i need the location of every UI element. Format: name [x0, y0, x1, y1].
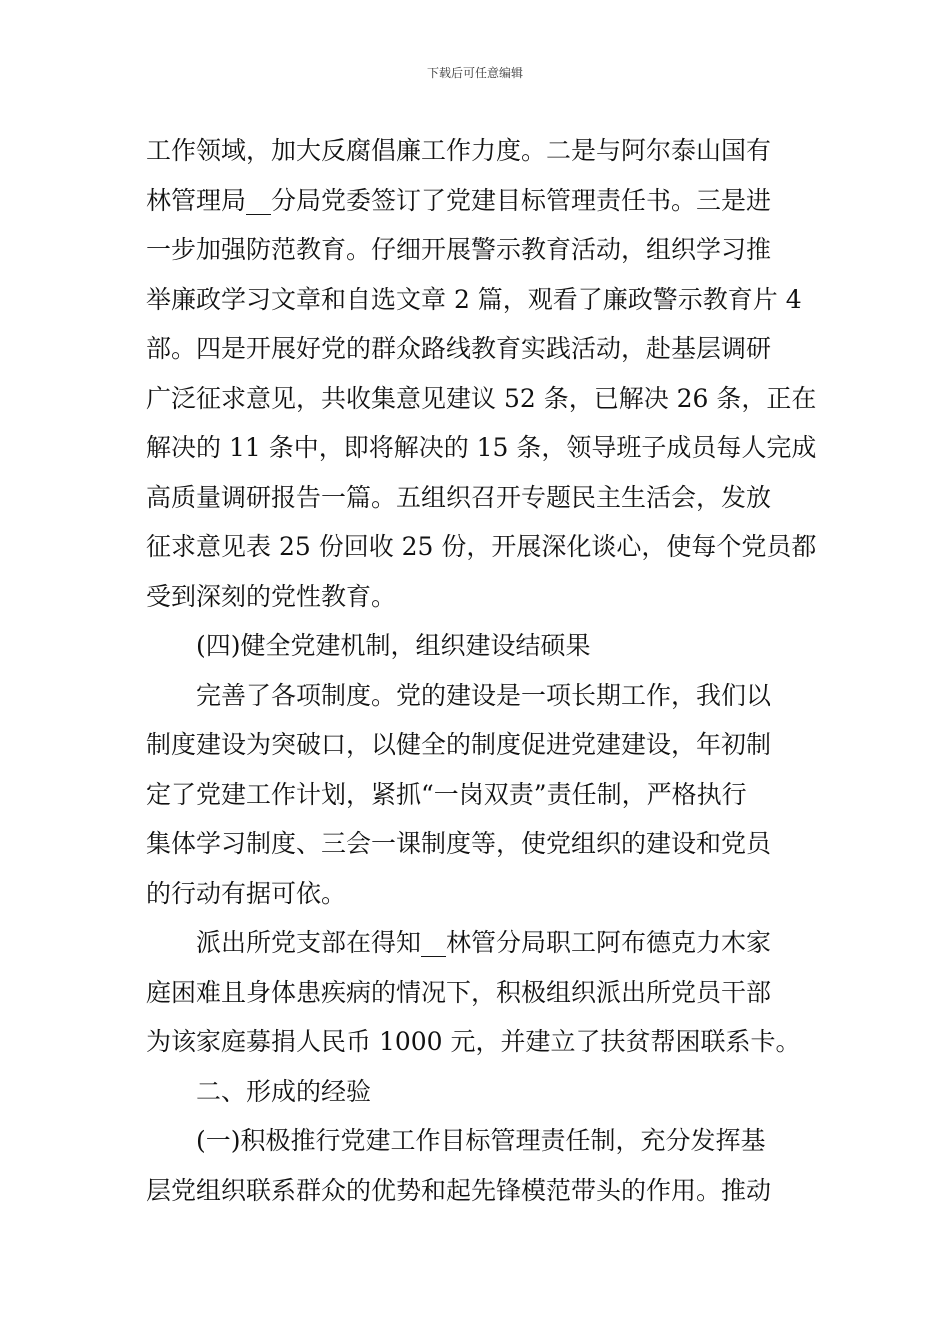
text-line: 部。四是开展好党的群众路线教育实践活动，赴基层调研	[146, 334, 772, 363]
text-line: 征求意见表 25 份回收 25 份，开展深化谈心，使每个党员都	[146, 532, 817, 561]
text-line: 庭困难且身体患疾病的情况下，积极组织派出所党员干部	[146, 977, 772, 1007]
paragraph	[146, 126, 817, 621]
text-line: 林管理局__分局党委签订了党建目标管理责任书。三是进	[146, 185, 772, 215]
text-line: 层党组织联系群众的优势和起先锋模范带头的作用。推动	[146, 1175, 772, 1205]
text-line: 派出所党支部在得知__林管分局职工阿布德克力木家	[196, 928, 772, 957]
section-heading	[146, 621, 810, 671]
text-line: 定了党建工作计划，紧抓“一岗双责”责任制，严格执行	[146, 779, 747, 809]
document-body	[146, 126, 817, 1215]
page-header: 下载后可任意编辑	[426, 66, 523, 80]
text-line: 集体学习制度、三会一课制度等，使党组织的建设和党员	[146, 829, 772, 858]
text-line: 广泛征求意见，共收集意见建议 52 条，已解决 26 条，正在	[146, 383, 817, 413]
heading-line: 二、形成的经验	[196, 1076, 372, 1106]
text-line: (一)积极推行党建工作目标管理责任制，充分发挥基	[196, 1126, 766, 1155]
text-line: 为该家庭募捐人民币 1000 元，并建立了扶贫帮困联系卡。	[146, 1027, 801, 1056]
paragraph	[146, 671, 810, 919]
text-line: 的行动有据可依。	[146, 878, 347, 908]
text-line: 完善了各项制度。党的建设是一项长期工作，我们以	[196, 680, 772, 710]
section-heading	[146, 1067, 810, 1117]
text-line: 工作领域，加大反腐倡廉工作力度。二是与阿尔泰山国有	[146, 136, 772, 165]
text-line: 解决的 11 条中，即将解决的 15 条，领导班子成员每人完成	[146, 433, 817, 462]
text-line: 高质量调研报告一篇。五组织召开专题民主生活会，发放	[146, 482, 772, 512]
text-line: 举廉政学习文章和自选文章 2 篇，观看了廉政警示教育片 4	[146, 284, 802, 314]
heading-line: (四)健全党建机制，组织建设结硕果	[196, 631, 591, 660]
text-line: 一步加强防范教育。仔细开展警示教育活动，组织学习推	[146, 235, 772, 264]
text-line: 制度建设为突破口，以健全的制度促进党建建设，年初制	[146, 730, 772, 759]
paragraph	[146, 918, 810, 1067]
text-line: 受到深刻的党性教育。	[146, 581, 397, 611]
paragraph	[146, 1116, 810, 1215]
